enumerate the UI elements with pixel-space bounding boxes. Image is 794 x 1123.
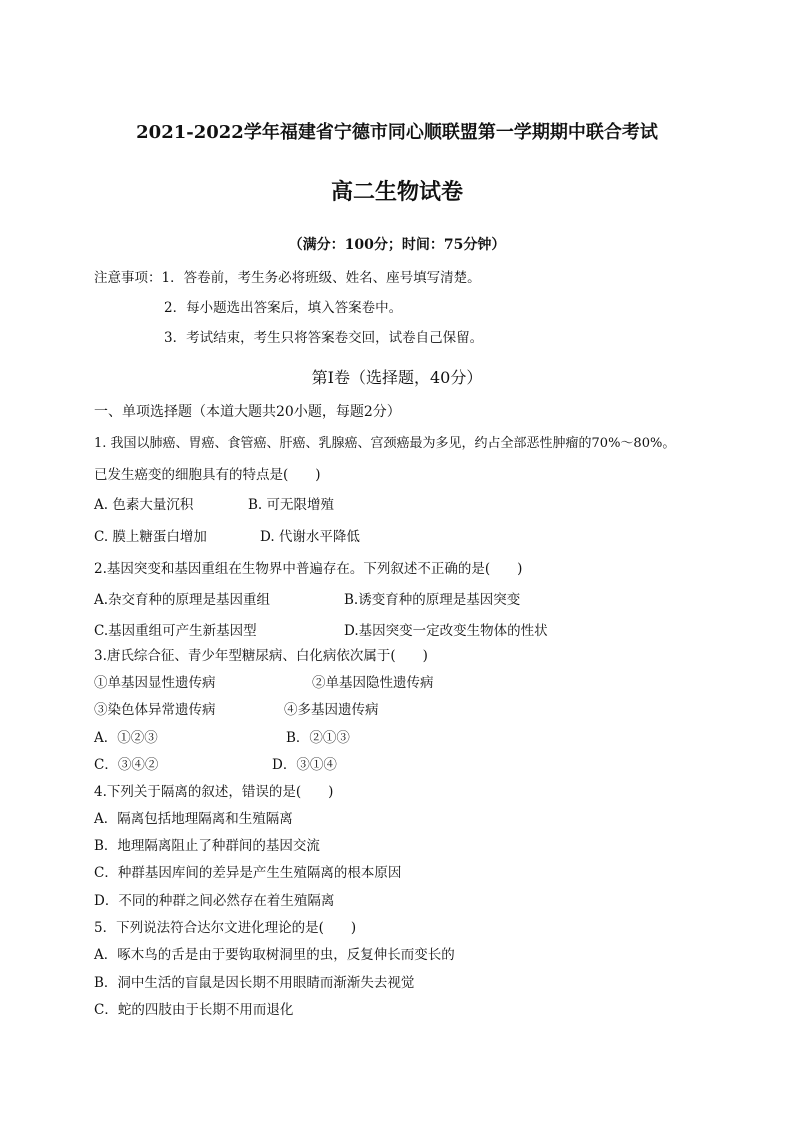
question-2-option-b: B.诱变育种的原理是基因突变 <box>344 592 521 608</box>
question-4-option-c: C．种群基因库间的差异是产生生殖隔离的根本原因 <box>94 865 402 881</box>
question-5-option-c: C．蛇的四肢由于长期不用而退化 <box>94 1002 294 1018</box>
notes-label: 注意事项： <box>94 270 162 286</box>
question-3-option-d: D．③①④ <box>272 757 337 773</box>
question-4-option-d: D．不同的种群之间必然存在着生殖隔离 <box>94 893 335 909</box>
notes-item: 1．答卷前，考生务必将班级、姓名、座号填写清楚。 <box>161 270 481 286</box>
question-1-stem: 已发生癌变的细胞具有的特点是( ) <box>94 467 321 483</box>
question-2-stem: 2.基因突变和基因重组在生物界中普遍存在。下列叙述不正确的是( ) <box>94 561 523 577</box>
notes-item: 3．考试结束，考生只将答案卷交回，试卷自己保留。 <box>164 330 484 346</box>
question-5-stem: 5．下列说法符合达尔文进化理论的是( ) <box>94 920 357 936</box>
question-3-sub-item: ①单基因显性遗传病 <box>94 675 216 691</box>
question-3-option-c: C．③④② <box>94 757 159 773</box>
question-1-option-b: B. 可无限增殖 <box>248 497 335 513</box>
notes-first-line <box>94 270 481 286</box>
question-3-sub-item: ③染色体异常遗传病 <box>94 702 216 718</box>
question-5-option-a: A．啄木鸟的舌是由于要钩取树洞里的虫，反复伸长而变长的 <box>94 947 455 963</box>
question-2-option-a: A.杂交育种的原理是基因重组 <box>94 592 271 608</box>
question-2-option-d: D.基因突变一定改变生物体的性状 <box>344 623 548 639</box>
exam-score-time: （满分：100分；时间：75分钟） <box>288 237 506 253</box>
section-title: 第Ⅰ卷（选择题，40分） <box>311 368 483 387</box>
question-3-sub-item: ④多基因遗传病 <box>284 702 379 718</box>
question-5-option-b: B．洞中生活的盲鼠是因长期不用眼睛而渐渐失去视觉 <box>94 975 415 991</box>
question-2-option-c: C.基因重组可产生新基因型 <box>94 623 257 639</box>
question-1-option-d: D. 代谢水平降低 <box>260 529 360 545</box>
question-4-option-b: B．地理隔离阻止了种群间的基因交流 <box>94 838 320 854</box>
question-3-option-a: A．①②③ <box>94 730 158 746</box>
question-1-option-c: C. 膜上糖蛋白增加 <box>94 529 207 545</box>
part-heading: 一、单项选择题（本道大题共20小题，每题2分） <box>94 404 401 420</box>
question-4-option-a: A．隔离包括地理隔离和生殖隔离 <box>94 811 293 827</box>
notes-item: 2．每小题选出答案后，填入答案卷中。 <box>164 300 403 316</box>
question-3-option-b: B．②①③ <box>286 730 350 746</box>
question-3-sub-item: ②单基因隐性遗传病 <box>312 675 434 691</box>
exam-subtitle: 高二生物试卷 <box>330 179 463 205</box>
question-3-stem: 3.唐氏综合征、青少年型糖尿病、白化病依次属于( ) <box>94 648 428 664</box>
exam-title: 2021-2022学年福建省宁德市同心顺联盟第一学期期中联合考试 <box>136 122 658 143</box>
question-1-option-a: A. 色素大量沉积 <box>94 497 194 513</box>
question-1-stem: 1. 我国以肺癌、胃癌、食管癌、肝癌、乳腺癌、宫颈癌最为多见，约占全部恶性肿瘤的70%～80%。 <box>94 436 676 451</box>
question-4-stem: 4.下列关于隔离的叙述，错误的是( ) <box>94 784 334 800</box>
